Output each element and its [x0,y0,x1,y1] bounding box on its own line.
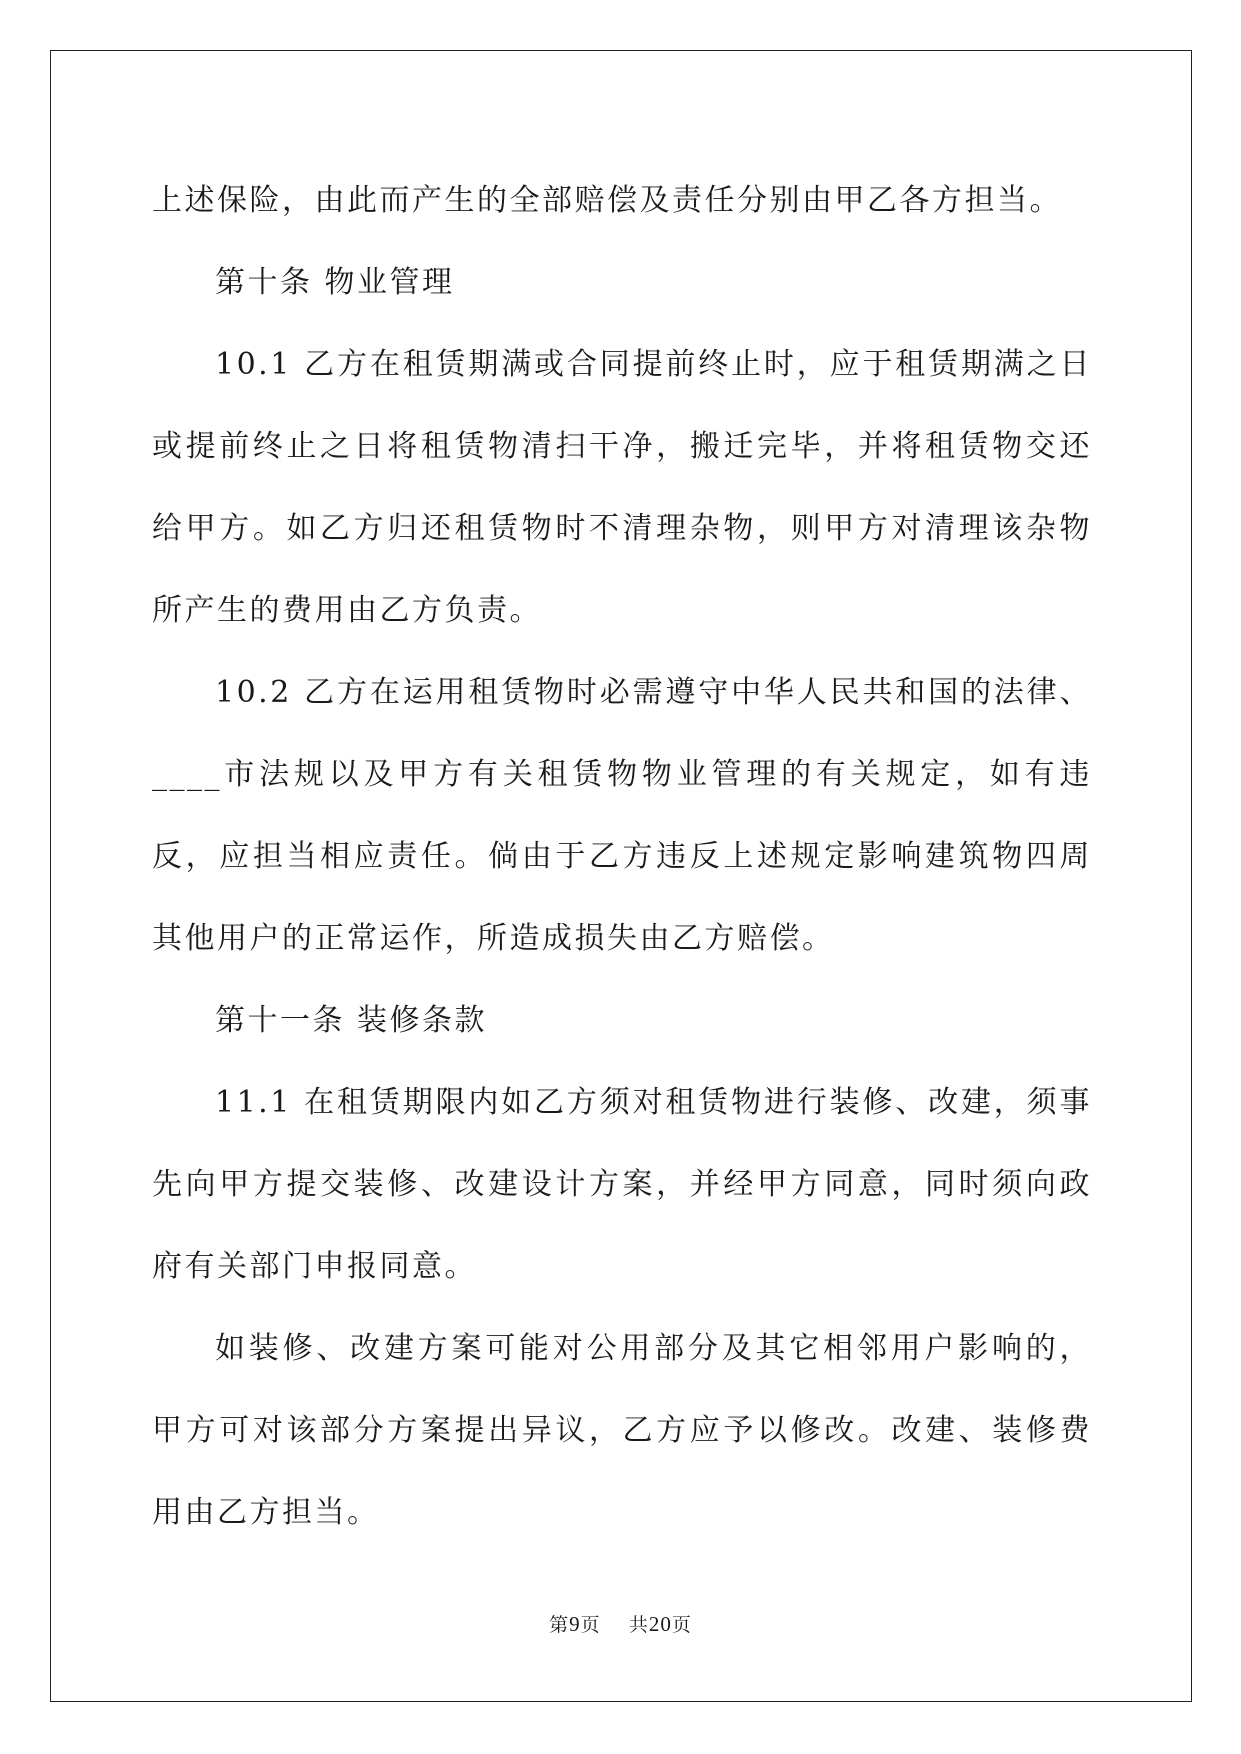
paragraph-renovation-objection: 如装修、改建方案可能对公用部分及其它相邻用户影响的，甲方可对该部分方案提出异议，乙方应予以修改。改建、装修费用由乙方担当。 [152,1331,1092,1530]
document-body [152,160,1092,1554]
footer-prefix: 第 [549,1614,570,1636]
page-footer [0,1610,1241,1637]
footer-total-pages: 20 [648,1612,672,1636]
paragraph-insurance-liability: 上述保险，由此而产生的全部赔偿及责任分别由甲乙各方担当。 [152,183,1062,218]
paragraph-clause-10-2: 10.2 乙方在运用租赁物时必需遵守中华人民共和国的法律、____市法规以及甲方有关租赁物物业管理的有关规定，如有违反，应担当相应责任。倘由于乙方违反上述规定影响建筑物四周其他用户的正常运作，所造成损失由乙方赔偿。 [152,675,1092,956]
paragraph-clause-10-1: 10.1 乙方在租赁期满或合同提前终止时，应于租赁期满之日或提前终止之日将租赁物清扫干净，搬迁完毕，并将租赁物交还给甲方。如乙方归还租赁物时不清理杂物，则甲方对清理该杂物所产生的费用由乙方负责。 [152,347,1092,628]
footer-total-suffix: 页 [671,1614,692,1636]
section-heading-article-11: 第十一条 装修条款 [215,1003,488,1038]
footer-total-prefix: 共 [628,1614,649,1636]
footer-page-number: 9 [569,1612,581,1636]
section-heading-article-10: 第十条 物业管理 [215,265,455,300]
footer-page-suffix: 页 [580,1614,601,1636]
paragraph-clause-11-1: 11.1 在租赁期限内如乙方须对租赁物进行装修、改建，须事先向甲方提交装修、改建设计方案，并经甲方同意，同时须向政府有关部门申报同意。 [152,1085,1092,1284]
